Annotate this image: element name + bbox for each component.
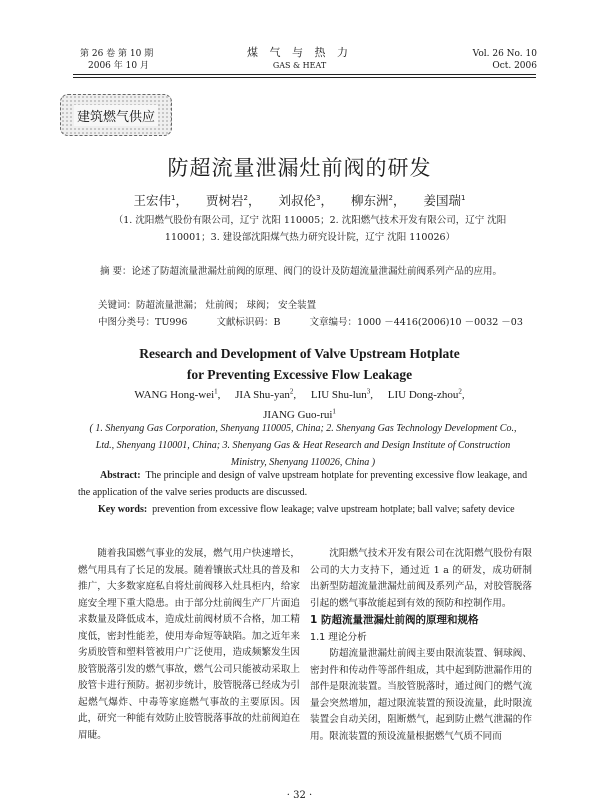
clc-number: 中图分类号：TU996 <box>98 317 188 328</box>
article-title-en-line: for Preventing Excessive Flow Leakage <box>186 367 413 382</box>
journal-name-cn: 煤 气 与 热 力 <box>247 46 352 59</box>
keywords-cn-label: 关键词： <box>98 300 137 311</box>
abstract-cn <box>78 263 536 280</box>
keywords-cn <box>78 297 556 314</box>
body-paragraph: 沈阳燃气技术开发有限公司在沈阳燃气股份有限公司的大力支持下，通过近 1 a 的研发，成功研制出新型防超流量泄漏灶前阀及系列产品，对胶管脱落引起的燃气事故能起到有效的预防和控制作用。 <box>310 548 532 609</box>
volume-issue-en: Vol. 26 No. 10 <box>472 49 537 59</box>
abstract-en-text: The principle and design of valve upstream hotplate for preventing excessive flow leakage, and the application of the valve series products are discussed. <box>78 470 528 498</box>
author-en: JIA Shu-yan$^2$, <box>235 387 297 401</box>
body-paragraph: 防超流量泄漏灶前阀主要由限流装置、铜球阀、密封件和传动件等部件组成，其中起到防泄漏作用的部件是限流装置。当胶管脱落时，通过阀门的燃气流量会突然增加，超过限流装置的预设流量，此时限流装置会自动关闭，阻断燃气，起到防止燃气泄漏的作用。限流装置的预设流量根据燃气气质不同而 <box>310 648 532 742</box>
document-code: 文献标识码：B <box>216 317 281 328</box>
affiliations-cn: （1. 沈阳燃气股份有限公司，辽宁 沈阳 110005；2. 沈阳燃气技术开发有限公司，辽宁 沈阳 110001；3. 建设部沈阳煤气热力研究设计院，辽宁 沈阳 110026） <box>113 215 507 243</box>
author-en: WANG Hong-wei$^1$, <box>134 387 221 401</box>
body-column-right <box>310 546 532 745</box>
affiliations-en: ( 1. Shenyang Gas Corporation, Shenyang 110005, China; 2. Shenyang Gas Technology Development Co., Ltd., Shenyang 110001, China; 3. Shenyang Gas & Heat Research and Design Institute of Construction Ministry, Shenyang 110026, China ) <box>89 423 517 468</box>
author-list-en <box>0 383 599 424</box>
volume-issue-cn: 第 26 卷 第 10 期 <box>80 49 154 59</box>
date-cn: 2006 年 10 月 <box>88 61 149 71</box>
abstract-en-label: Abstract: <box>100 470 141 481</box>
author-en: LIU Dong-zhou$^2$, <box>387 387 465 401</box>
article-title-en-line: Research and Development of Valve Upstream Hotplate <box>139 346 460 361</box>
author-en: LIU Shu-lun$^3$, <box>310 387 374 401</box>
keywords-en-text: prevention from excessive flow leakage; valve upstream hotplate; ball valve; safety device <box>152 504 515 515</box>
keywords-cn-text: 防超流量泄漏； 灶前阀； 球阀； 安全装置 <box>136 300 317 311</box>
header-rule-thin <box>73 77 536 78</box>
author-cn: 姜国瑞$^1$ <box>423 193 466 208</box>
subsection-heading: 1.1 理论分析 <box>310 632 367 643</box>
author-cn: 王宏伟$^1$， <box>133 193 189 208</box>
author-list-cn <box>0 191 599 209</box>
abstract-en <box>78 467 536 501</box>
article-number: 文章编号：1000 －4416(2006)10 －0032 －03 <box>309 317 523 328</box>
article-title-en <box>0 343 599 385</box>
page-number: · 32 · <box>286 790 313 801</box>
section-heading: 1 防超流量泄漏灶前阀的原理和规格 <box>310 614 479 626</box>
body-paragraph: 随着我国燃气事业的发展，燃气用户快速增长，燃气用具有了长足的发展。随着镶嵌式灶具的普及和推广，大多数家庭私自将灶前阀移入灶具柜内，给家庭安全埋下重大隐患。由于部分灶前阀生产厂片面追求数量及降低成本，造成灶前阀材质不合格，加工精度低，密封性能差，使用寿命短等缺陷。加之近年来劣质胶管和塑料管被用户广泛使用，造成频繁发生因胶管脱落引发的燃气事故，燃气公司只能被动采取上胶管卡进行预防。据初步统计，胶管脱落已经成为引起燃气爆炸、中毒等家庭燃气事故的主要原因。因此，研究一种能有效防止胶管脱落事故的灶前阀迫在眉睫。 <box>78 548 300 741</box>
author-en: JIANG Guo-rui$^1$ <box>263 407 336 422</box>
running-header-right <box>473 48 537 72</box>
keywords-en <box>78 501 556 518</box>
body-column-left <box>78 546 300 744</box>
author-cn: 贾树岩$^2$， <box>206 193 261 208</box>
section-badge-label: 建筑燃气供应 <box>74 105 158 126</box>
author-cn: 刘叔伦$^3$， <box>278 193 333 208</box>
section-badge <box>60 94 172 136</box>
date-en: Oct. 2006 <box>492 61 537 71</box>
abstract-cn-text: 论述了防超流量泄漏灶前阀的原理、阀门的设计及防超流量泄漏灶前阀系列产品的应用。 <box>131 266 503 277</box>
classification-line <box>78 314 556 331</box>
header-rule-thick <box>73 74 536 75</box>
article-title-cn: 防超流量泄漏灶前阀的研发 <box>167 156 432 180</box>
author-cn: 柳东洲$^2$， <box>350 193 406 208</box>
abstract-cn-label: 摘 要： <box>100 266 132 277</box>
journal-name-en: GAS & HEAT <box>272 61 327 70</box>
keywords-en-label: Key words: <box>98 504 148 515</box>
